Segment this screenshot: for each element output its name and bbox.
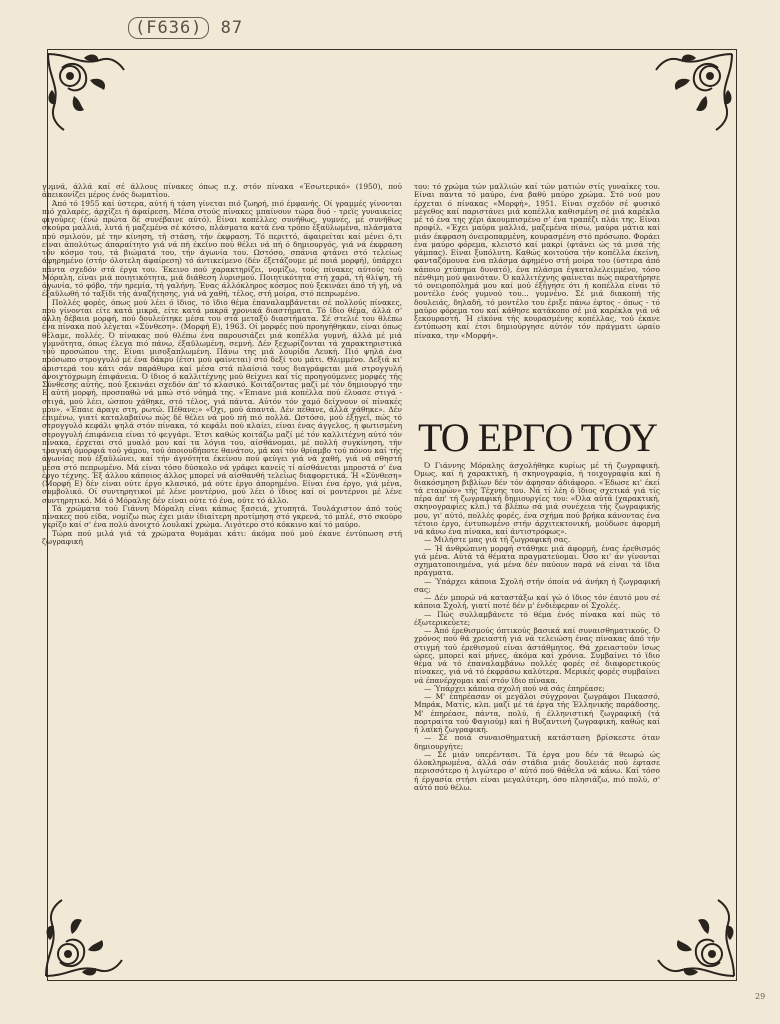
interview-question: — Ύπάρχει κάποια Σχολή στήν όποία νά άνήκη ή ζωγραφική σας; (414, 576, 660, 594)
corner-ornament-bottom-right (650, 892, 742, 984)
interview-question: — Ύπάρχει κάποια σχολή πού νά σάς έπηρέασε; (424, 683, 605, 693)
paragraph: Τώρα πού μιλά γιά τά χρώματα θυμάμαι κάτι: άκόμα πού μού έκανε έντύπωση στή ζωγραφική (42, 528, 402, 546)
section-title: ΤΟ ΕΡΓΟ ΤΟΥ (418, 415, 658, 460)
interview-answer: — Μ' έπηρέασαν οί μεγάλοι σύγχρονοι ζωγράφοι Πικασσό, Μπράκ, Ματίς, κλπ. μαζί μέ τά έργα τής Έλληνικής παράδοσης. Μ' έπηρέασε, πάντα, πολύ, ή έλληνιστική ζωγραφική (τά πορτραίτα τού Φαγιούμ) καί ή Βυζαντινή ζωγραφική, καθώς καί ή λαϊκή ζωγραφική. (414, 692, 660, 734)
interview-answer: — Άπό έρεθισμούς όπτικούς βασικά καί συναισθηματικούς. Ό χρόνος πού θά χρειαστή γιά νά τελειώση ένας πίνακας άπό τήν στιγμή τού έρεθισμού είναι άστάθμητος. Θά χρειαστούν ϊσως ώρες, μπορεί καί μήνες, άκόμα καί χρόνια. Συμβαίνει τό ϊδιο θέμα νά τό έπαναλαμβάνω πολλές φορές σέ διαφορετικούς πίνακες, γιά νά τό έκφράσω καλύτερα. Μερικές φορές συμβαίνει νά έπανέρχομαι καί στόν ϊδιο πίνακα. (414, 626, 660, 685)
paragraph: Ό Γιάννης Μόραλης άσχολήθηκε κυρίως μέ τή ζωγραφική. Όμως, καί ή χαρακτική, ή σκηνογραφία, ή τοιχογραφία καί ή διακόσμηση βιβλίων δέν τόν άφησαν άδιάφορο. «Έδωσε κι' έκεί τά εταιρών» τής Τέχνης του. Νά τί λέη ό ϊδιος σχετικά γιά τίς πέρα άπ' τή ζωγραφική δημιουργίες του: «Όλα αύτά (χαρακτική, σκηνογραφίες κλπ.) τά βλέπω σά μιά συνέχεια τής ζωγραφικής μου, γι' αύτό, πολλές φορές, ένα σχήμα πού βρήκα κάνοντας ένα τέτοιο έργο, έντυπωμένο στήν άρχιτεκτονική, μούδωσε άφορμή νά κάνω ένα πίνακα, καί άντιστρόφως». (414, 461, 660, 536)
corner-ornament-bottom-left (38, 892, 130, 984)
corner-ornament-top-left (40, 46, 132, 138)
page-marker: 29 (755, 992, 766, 1001)
paragraph: Πολλές φορές, όπως μού λέει ό ϊδιος, τό ϊδιο θέμα έπαναλαμβάνεται σέ πολλούς πίνακες, πού γίνονται είτε κατά μικρά, είτε κατά μακρά χρονικά διαστήματα. Τό ϊδιο θέμα, άλλά σ' άλλη δέβαια μορφή, πού δουλεύτηκε μέσα του στά μεταξύ διαστήματα. Σέ στελιέ του θλέπω ένα πίνακα πού λέγεται «Σύνθεση». (Μορφή Ε), 1963. Οί μορφές πού προηγήθηκαν, είναι όπως θέλαμε, πολλές. Ό πίνακας πού θλέπω ένα παρουσιάζει μιά κοπέλλα γυμνή, άλλά μέ μιά γυμνότητα, όπως έλεγα πιό πάνω, έξαϋλωμένη, σεμνή. Δέν ξεχωρίζονται τά χαρακτηριστικά τού προσώπου της. Είναι μισοξαπλωμένη. Πάνω της μιά λουρίδα Λευκή. Πιό ψηλά ένα πρόσωπο στρογγυλό μέ ένα δάκρυ (έτσι μού φαίνεται) στό δεξί του μάτι. Θλιμμένο. Δεξιά κι' άριστερά του κάτι σάν παράθυρα καί μέσα στά πλαίσιά τους διαγράφεται μιά στρογγυλή άνοιχτόχρωμη έπιφάνεια. Ό ϊδιος ό καλλιτέχνης μού θείχνει καί τίς προηγούμενες μορφές τής Σύνθεσης αύτής, πού ξεκινάει σχεδόν άπ' τό κλασικό. Κοιτάζοντας μαζί μέ τόν δημιουργό την Ε αύτή μορφή, προσπαθώ νά μπώ στό νόημά της. «Έπιανε μιά κοπέλλα πού έλυασε στιγά - στιγά, μού λέει, ώσπου χάθηκε, στό τέλος, γιά πάντα. Αύτόν τόν χαμό δείχνουν οί πίνακές μου». «Έπαιε άραγε στη, ρωτώ. Πέθανε;» «Όχι, μού άπαντά. Δέν πέθανε, άλλά χάθηκε». Δέν έπιμένω, γιατί καταλαβαίνω πώς δέ θέλει νά μού πή πιό πολλά. Ωστόσο, μού έξηγεϊ, πώς τό στρογγυλό κεφάλι ψηλά στόν πίνακα, τό κεφάλι πού κλαίει, είναι ένας άγγελος, ή φωτισμένη στρογγυλή έπιφάνεια είναι τό φεγγάρι. Έτσι καθώς κοιτάζω μαζί μέ τόν καλλιτέχνη αύτό τόν πίνακα, έρχεται στό μυαλό μου καί τα λόγια του, αίσθάνομαι, μέ πολλή συγκίνηση, τήν τραγική όμορφιά τού γάμου, τού όποιουδήποτε θανάτου, μά καί τόν θρίαμβο τού πόνου καί τής άγωνίας πού έξαϋλώνει, καί τήν άγνότητα έκείνου πού φεύγει γιά νά χαθή, γιά νά σθηστή μέσα στό πεπρωμένο. Μά είναι τόσο δύσκολο νά γράφει κανείς τί αίσθάνεται μπροστά σ' ένα έργο τέχνης. Έξ άλλου κάποιος άλλος μπορεί νά αίσθανθή τελείως διαφορετικά. Ή «Σύνθεση» (Μορφή Ε) δέν είναι ούτε έργο κλασικό, μά ούτε έργο άπορημένο. Είναι ένα έργο, γιά μένα, συμβολικό. Οί συντηρητικοί μέ λένε μοντέρνο, μού λέει ό ϊδιος καί οί μοντέρνοι μέ λένε συντηρητικό. Μά ό Μόραλης δέν είναι ούτε τό ένα, ούτε τό άλλο. (42, 297, 402, 505)
left-text-column (42, 183, 402, 546)
handwritten-annotation (128, 18, 243, 38)
interview-answer: — Δέν μπορώ νά καταστάξω καί γώ ό ϊδιος τόν έαυτό μου σέ κάποια Σχολή, γιατί ποτέ δέν μ' ένδιέφεραν οί Σχολές. (414, 593, 660, 611)
corner-ornament-top-right (648, 46, 740, 138)
handwritten-number: 87 (220, 18, 244, 38)
handwritten-code: (F636) (128, 17, 209, 39)
interview-question: — Μιλήστε μας γιά τή ζωγραφική σας. (424, 535, 571, 545)
paragraph: Άπό τό 1955 καί ύστερα, αύτή ή τάση γίνεται πιό ζωηρή, πιό έμφανής. Οί γραμμές γίνονται πιό χαλαρές, άρχίζει ή άφαίρεση. Μέσα στούς πίνακες μπαίνουν τώρα δυό - τρεϊς γυναικείες φιγούρες (ένώ πρώτα δέ συνέβαινε αύτό). Είναι κοπέλλες συνήθως, γυμνές, μέ συνήθως σκούρα μαλλιά, λυτά ή μαζεμένα σέ κότσο, πλάσματα κατά ένα τρόπο έξαϋλωμένα, πλάσματα πού σμιλούν, μέ την κίνηση, τή στάση, τήν έκφραση. Τό περιττό, άφαιρείται καί μένει ό,τι είναι άπολύτως άπαραίτητο γιά νά πή έκεϊνο πού θέλει νά πή ό δημιουργός, γιά νά έκφραση τόν κόσμο του, τά βιώματά του, τήν άγωνία του. Ωστόσο, σπάνια φτάνει στό τελείως άφηρημένο (στήν όλοτελη άφαίρεση) τό άντικείμενο (δέν έξετάζουμε μέ ποιά μορφή), ύπάρχει πάντα σχεδόν στά έργα του. Έκεινο πού χαρακτηρίζει, νομίζω, τούς πίνακες αύτούς τού Μόραλη, είναι μιά ποιητικότητα, μιά διάθεση λυρισμού. Ποιητικότητα στή χαρά, τή θλίψη, τή άγωνία, τό φόβο, τήν ηρεμία, τή γαλήνη. Ένας άλλόκληρος κόσμος πού ξεκινάει άπό τή γή, νά έξαϋλωθή τό ταξίδι τής άναζήτησης, γιά νά χαθή, τέλος, στή μοίρα, στό πεπρωμένο. (42, 198, 402, 299)
right-text-column-top (414, 183, 660, 340)
right-text-column-bottom (414, 462, 660, 792)
interview-question: — Σέ ποιά συναισθηματική κατάσταση βρίσκεστε όταν δημιουργήτε; (414, 733, 660, 751)
paragraph: του: τό χρώμα τών μαλλιών καί τών ματιών στίς γυναίκες του. Είναι πάντα τό μαύρο, ένα βαθύ μαύρο χρώμα. Στό νού μου έρχεται ό πίνακας «Μορφή», 1951. Είναι σχεδόν σέ φυσικό μέγεθος καί παριστάνει μιά κοπέλλα καθισμένη σέ μιά καρέκλα μέ τό ένα της χέρι άκουμπισμένο σ' ένα τραπέζι πλάι της. Είναι προφίλ. «Έχει μαύρα μαλλιά, μαζεμένα πίσω, μαύρα μάτια καί μιάν έκφραση όνειροπαρμένη, κουρασμένη στό πρόσωπο. Φοράει ένα μαύρο φόρεμα, κλειστό καί μακρί (φτάνει ώς τά μισά τής γάμπας). Είναι ξυπόλυτη. Καθώς κοιτούσα τήν κοπέλλα έκείνη, φανταζόμουνα ένα πλάσμα άφημένο στή μοίρα του (ύστερα άπό κάποιο χτύπημα δυνατό), ένα πλάσμα έγκαταλελειμμένο, τόσο πένθιμη μού φαινόταν. Ό καλλιτέχνης φαίνεται πώς παρατήρησε τό ονειροπόλημά μου καί μού έξήγησε ότι ή κοπέλλα είναι τό μοντέλο ένός γυμνού του... γυμνένο. Σέ μιά διακοπή τής δουλειάς, δηλαδή, τό μοντέλο του έριξε πάνω έφτος - όπως - τό μαύρο φόρεμα του καί κάθησε κατάκοπο σέ μιά καρέκλα γιά νά ξεκουραστή. Ή εϊκόνα τής κουρασμένης κοπέλλας, τού έκανε έντύπωση καί έτσι δημιούργησε αύτόν τόν πράγματι ώραίο πίνακα, την «Μορφή». (414, 182, 660, 340)
paragraph: γυμνά, άλλά καί σέ άλλους πίνακες όπως π.χ. στόν πίνακα «Έσωτερικό» (1950), πού άπεικονίζει μέρος ένός δωματίου. (42, 182, 402, 200)
interview-question: — Πώς συλλαμβάνετε τό θέμα ένός πίνακα καί πώς τό έξωτερικεύετε; (414, 609, 660, 627)
interview-answer: — Σέ μιάν υπερέντασι. Τά έργα μου δέν τά θεωρώ ώς όλοκληρωμένα, άλλά σάν στάδια μιάς δουλειάς πού έφτασε περισσότερο ή λιγώτερο σ' αύτό πού θάθελα νά κάνω. Καί τόσο ή έργασία στήσι είναι μεγαλύτερη, όσο πλησιάζω, πιό πολύ, σ' αύτό πού θέλω. (414, 749, 660, 792)
paragraph: Τά χρώματα τού Γιάννη Μόραλη είναι κάπως ξασειά, χτυπητά. Τουλάχιστον άπό τούς πίνακες πού είδα, νομίζω πώς έχει μιάν ίδιαίτερη προτίμηση στό γκρενά, τό μπλέ, στό σκούρο γκρίζο καί σ' ένα πολύ άνοιχτό λουλακί χρώμα. Λιγότερο στό κόκκινο καί τό μαύρο. (42, 503, 402, 530)
interview-answer: — Ή άνθρώπινη μορφή στάθηκε μιά άφορμή, ένας έρεθισμός γιά μένα. Αύτά τά θέματα πραγματεύομαι. Όσο κι' άν γίνονται σχηματοποιημένα, γιά μένα δέν παύουν παρά νά είναι τά ϊδια πράγματα. (414, 543, 660, 578)
